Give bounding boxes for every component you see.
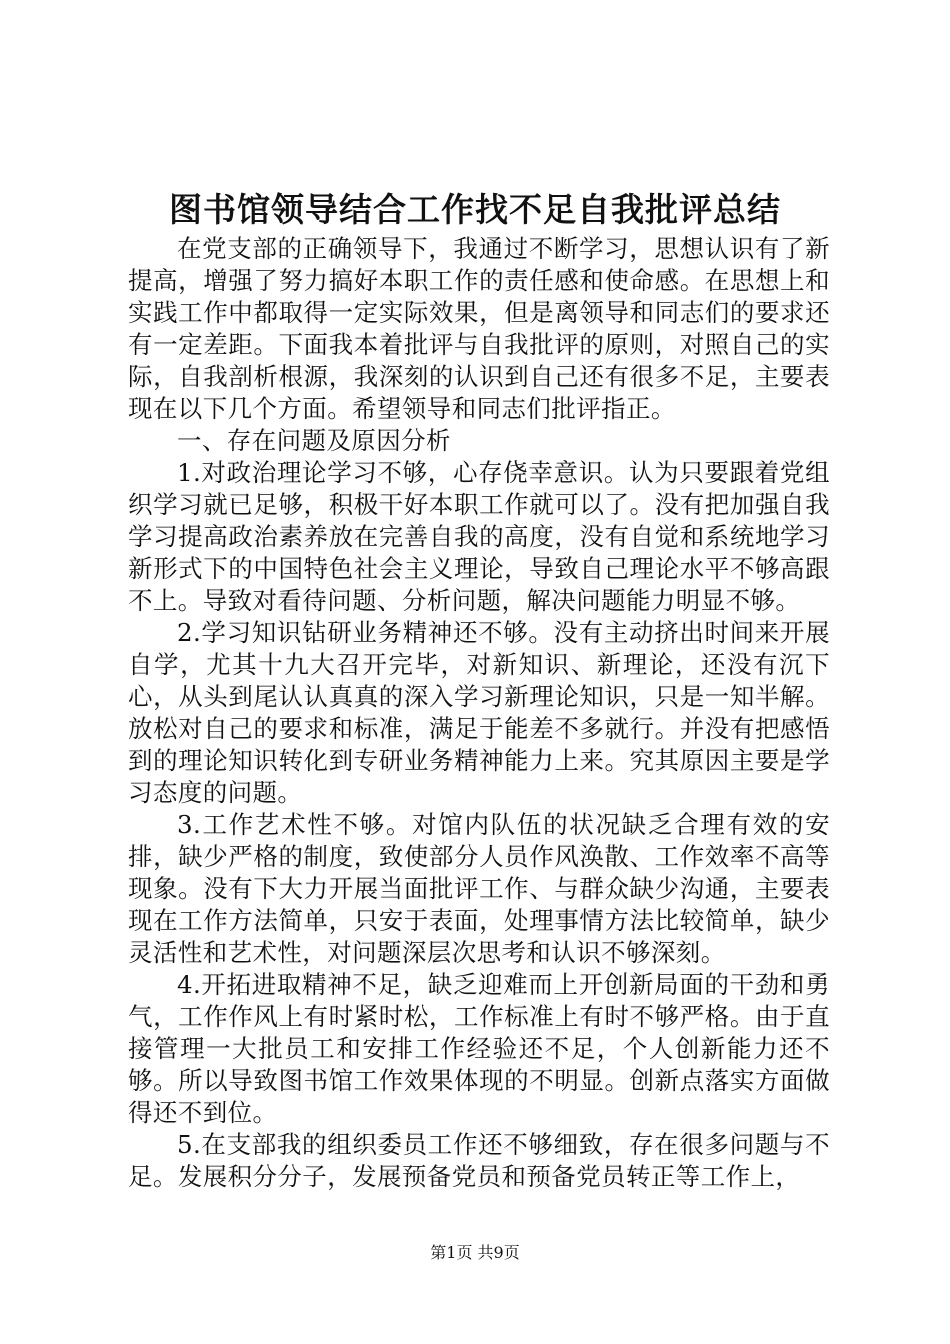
paragraph-intro: 在党支部的正确领导下，我通过不断学习，思想认识有了新提高，增强了努力搞好本职工作的责任感和使命感。在思想上和实践工作中都取得一定实际效果，但是离领导和同志们的要求还有一定差距。下面我本着批评与自我批评的原则，对照自己的实际，自我剖析根源，我深刻的认识到自己还有很多不足，主要表现在以下几个方面。希望领导和同志们批评指正。 <box>128 234 830 423</box>
document-body <box>128 233 830 1193</box>
paragraph-item-3: 3.工作艺术性不够。对馆内队伍的状况缺乏合理有效的安排，缺少严格的制度，致使部分人员作风涣散、工作效率不高等现象。没有下大力开展当面批评工作、与群众缺少沟通，主要表现在工作方法简单，只安于表面，处理事情方法比较简单，缺少灵活性和艺术性，对问题深层次思考和认识不够深刻。 <box>128 810 830 967</box>
section-heading-problems: 一、存在问题及原因分析 <box>177 426 451 455</box>
document-title: 图书馆领导结合工作找不足自我批评总结 <box>169 190 781 229</box>
paragraph-item-5: 5.在支部我的组织委员工作还不够细致，存在很多问题与不足。发展积分分子，发展预备党员和预备党员转正等工作上， <box>128 1130 830 1191</box>
page-number-footer: 第1页 共9页 <box>430 1243 520 1262</box>
paragraph-item-4: 4.开拓进取精神不足，缺乏迎难而上开创新局面的干劲和勇气，工作作风上有时紧时松，工作标准上有时不够严格。由于直接管理一大批员工和安排工作经验还不足，个人创新能力还不够。所以导致图书馆工作效果体现的不明显。创新点落实方面做得还不到位。 <box>128 970 830 1127</box>
paragraph-item-2: 2.学习知识钻研业务精神还不够。没有主动挤出时间来开展自学，尤其十九大召开完毕，对新知识、新理论，还没有沉下心，从头到尾认认真真的深入学习新理论知识，只是一知半解。放松对自己的要求和标准，满足于能差不多就行。并没有把感悟到的理论知识转化到专研业务精神能力上来。究其原因主要是学习态度的问题。 <box>128 618 830 807</box>
paragraph-item-1: 1.对政治理论学习不够，心存侥幸意识。认为只要跟着党组织学习就已足够，积极干好本职工作就可以了。没有把加强自我学习提高政治素养放在完善自我的高度，没有自觉和系统地学习新形式下的中国特色社会主义理论，导致自己理论水平不够高跟不上。导致对看待问题、分析问题，解决问题能力明显不够。 <box>128 458 830 615</box>
